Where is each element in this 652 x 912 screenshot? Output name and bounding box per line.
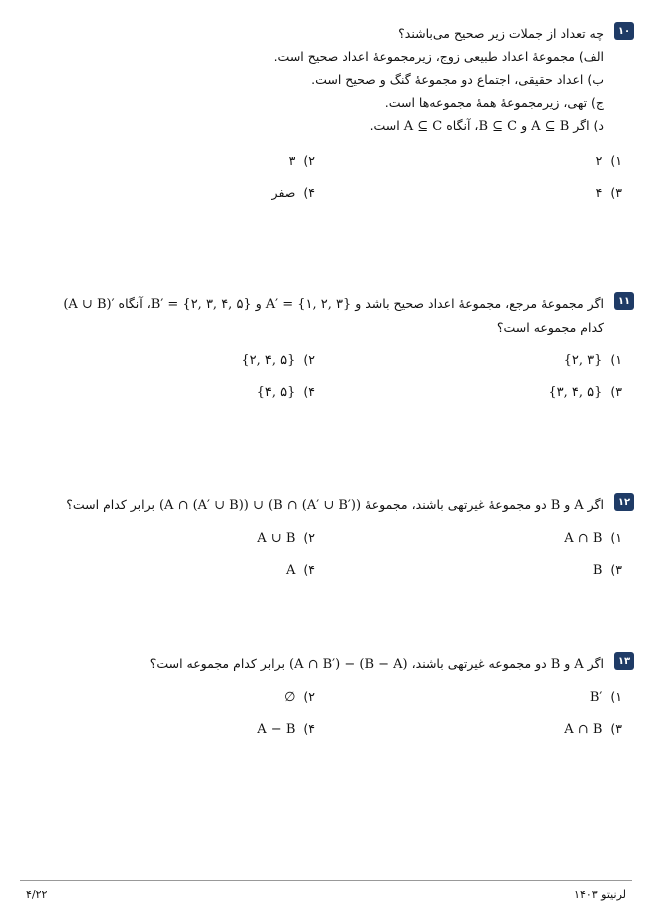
math-expr: B [550,657,561,672]
question-11 [20,292,634,339]
option-1[interactable]: ۱)۲ [595,153,622,168]
stem-line: اگر مجموعهٔ مرجع، مجموعهٔ اعداد صحیح باشد و A′ = {۱, ۲, ۳} و B′ = {۲, ۳, ۴, ۵}، آنگاه (A ∪ B)′ [63,296,604,312]
option-3[interactable]: ۳)A ∩ B [564,721,622,737]
option-3[interactable]: ۳){۳, ۴, ۵} [548,384,622,400]
option-4[interactable]: ۴)A [286,562,315,578]
option-4[interactable]: ۴)A − B [257,721,315,737]
option-1[interactable]: ۱)A ∩ B [564,530,622,546]
question-number-badge: ۱۱ [614,292,634,310]
math-expr: A ⊆ C [403,119,443,134]
stem-line: ب) اعداد حقیقی، اجتماع دو مجموعهٔ گنگ و صحیح است. [311,72,604,87]
question-12 [20,493,634,517]
stem-line: اگر A و B دو مجموعهٔ غیرتهی باشند، مجموعهٔ (A ∩ (A′ ∪ B)) ∪ (B ∩ (A′ ∪ B′)) برابر کدام است؟ [66,497,604,513]
question-stem [20,652,604,676]
question-number-badge: ۱۲ [614,493,634,511]
question-number-badge: ۱۳ [614,652,634,670]
stem-line-d: د) اگر A ⊆ B و B ⊆ C، آنگاه A ⊆ C است. [369,118,604,134]
option-3[interactable]: ۳)B [592,562,622,578]
footer-divider [20,880,632,881]
math-expr: B′ = {۲, ۳, ۴, ۵} [150,297,252,312]
math-expr: A′ = {۱, ۲, ۳} [265,297,352,312]
stem-line: کدام مجموعه است؟ [496,320,604,335]
stem-line: الف) مجموعهٔ اعداد طبیعی زوج، زیرمجموعهٔ اعداد صحیح است. [273,49,604,64]
option-4[interactable]: ۴){۴, ۵} [256,384,315,400]
math-expr: (A ∪ B)′ [63,297,115,312]
math-expr: A ⊆ B [531,119,570,134]
question-number-badge: ۱۰ [614,22,634,40]
option-1[interactable]: ۱)B′ [589,689,622,705]
option-2[interactable]: ۲){۲, ۴, ۵} [241,352,315,368]
stem-line: ج) تهی، زیرمجموعهٔ همهٔ مجموعه‌ها است. [384,95,604,110]
question-stem [20,493,604,517]
stem-line: اگر A و B دو مجموعه غیرتهی باشند، (A ∩ B′) − (B − A) برابر کدام مجموعه است؟ [149,656,604,672]
math-expr: A [574,498,584,513]
page-number: ۴/۲۲ [26,888,48,901]
footer-brand: لرنیتو ۱۴۰۳ [574,888,626,901]
stem-line: چه تعداد از جملات زیر صحیح می‌باشند؟ [398,26,604,41]
option-3[interactable]: ۳)۴ [595,185,622,200]
math-expr: (A ∩ (A′ ∪ B)) ∪ (B ∩ (A′ ∪ B′)) [158,498,362,513]
math-expr: B [550,498,561,513]
option-2[interactable]: ۲)∅ [284,689,315,705]
math-expr: A [574,657,584,672]
math-expr: B ⊆ C [478,119,518,134]
question-13 [20,652,634,676]
option-4[interactable]: ۴)صفر [271,185,315,200]
option-2[interactable]: ۲)A ∪ B [257,530,315,546]
question-stem [20,292,604,339]
math-expr: (A ∩ B′) − (B − A) [289,657,408,672]
question-10 [20,22,634,138]
question-stem [20,22,604,138]
option-2[interactable]: ۲)۳ [288,153,315,168]
option-1[interactable]: ۱){۲, ۳} [563,352,622,368]
